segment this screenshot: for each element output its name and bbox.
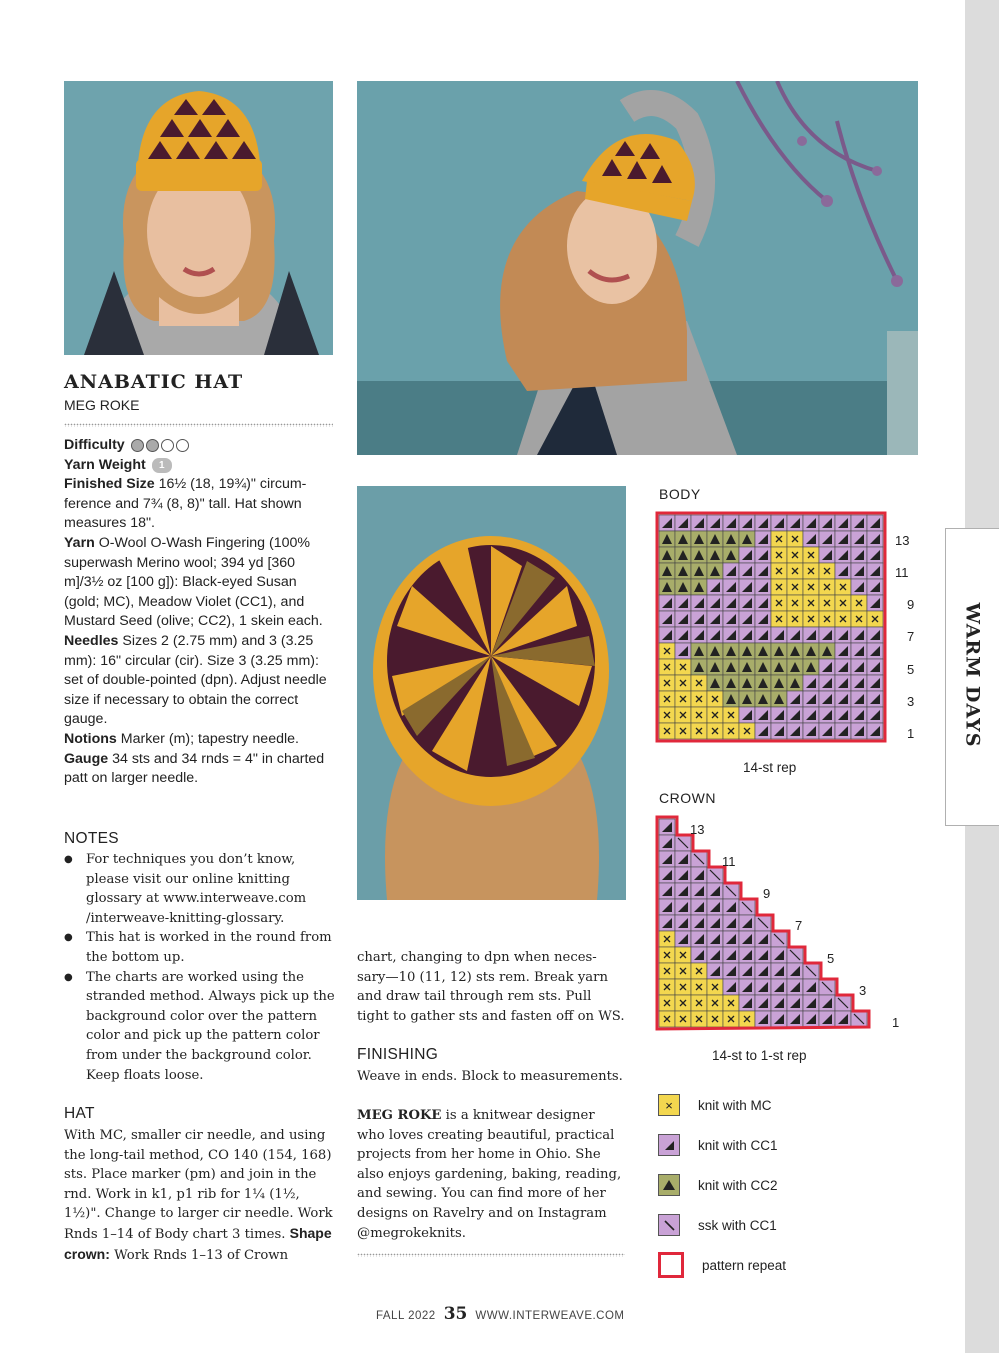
yarn-label: Yarn <box>64 534 95 551</box>
note-item: ● The charts are worked using the stranded method. Always pick up the background color over the pattern color and pick up the pattern color from under the background color. Keep floats loose. <box>64 968 336 1086</box>
finishing-heading: FINISHING <box>357 1046 439 1063</box>
hat-instructions <box>64 1126 334 1265</box>
hat-portrait-photo <box>64 81 333 355</box>
legend-item <box>658 1245 908 1285</box>
row-number: 11 <box>722 854 736 869</box>
yarn-weight-number: 1 <box>158 459 165 471</box>
difficulty-rating-icon <box>131 439 189 452</box>
bio-text: is a knitwear designer who loves creating beautiful, practical projects from her home in Ohio. She also enjoys gardening, baking, reading, and sewing. You can find more of her designs on Ravelry and on Instagram @megrokeknits. <box>357 1108 622 1241</box>
row-number: 11 <box>895 565 909 580</box>
legend-label: knit with CC1 <box>698 1137 778 1153</box>
legend-item <box>658 1085 908 1125</box>
row-number: 13 <box>690 822 705 837</box>
note-item: ● For techniques you don’t know, please visit our online knitting glossary at www.interweave.com /interweave-knitting-glossary. <box>64 850 336 928</box>
needles-label: Needles <box>64 632 119 649</box>
bio-name: MEG ROKE <box>357 1108 442 1123</box>
row-number: 5 <box>907 662 915 677</box>
legend-item <box>658 1125 908 1165</box>
difficulty-label: Difficulty <box>64 437 125 453</box>
row-number: 7 <box>907 629 915 644</box>
row-number: 9 <box>907 597 915 612</box>
row-number: 1 <box>892 1015 900 1030</box>
notions-spec <box>64 730 336 750</box>
yarn-spec <box>64 534 336 632</box>
legend-item <box>658 1205 908 1245</box>
shape-crown-text: Work Rnds 1–13 of Crown <box>114 1247 289 1263</box>
notes-list <box>64 850 336 1085</box>
body-chart-title: BODY <box>659 486 701 502</box>
half-triangle-icon <box>658 1134 680 1156</box>
page-number: 35 <box>443 1304 468 1324</box>
notions-text: Marker (m); tapestry needle. <box>120 730 299 747</box>
designer-bio <box>357 1106 625 1243</box>
gauge-label: Gauge <box>64 750 109 767</box>
specs-block <box>64 436 336 789</box>
row-number: 1 <box>907 726 915 741</box>
pattern-title: ANABATIC HAT <box>64 371 244 393</box>
notes-heading: NOTES <box>64 830 119 847</box>
row-number: 13 <box>895 533 910 548</box>
crown-row-numbers <box>690 820 910 1035</box>
gauge-spec <box>64 750 336 789</box>
chart-legend <box>658 1085 908 1285</box>
gauge-text: 34 sts and 34 rnds = 4" in charted patt on larger needle. <box>64 750 325 787</box>
finished-size-label: Finished Size <box>64 476 155 493</box>
title-divider <box>64 423 333 427</box>
crown-chart-caption: 14-st to 1-st rep <box>712 1048 807 1063</box>
legend-item <box>658 1165 908 1205</box>
hat-heading: HAT <box>64 1105 95 1122</box>
crown-chart-title: CROWN <box>659 790 716 806</box>
difficulty-row <box>64 436 336 456</box>
repeat-box-icon <box>658 1252 684 1278</box>
notions-label: Notions <box>64 730 117 747</box>
bio-divider <box>357 1253 625 1257</box>
body-row-numbers <box>895 530 925 750</box>
body-chart-caption: 14-st rep <box>743 760 797 775</box>
hat-text: With MC, smaller cir needle, and using the long-tail method, CO 140 (154, 168) sts. Place marker (pm) and join in the rnd. Work in k1, p1 rib for 1¼ (1½, 1½)". Change to larger cir needle. Work Rnds 1–14 of Body chart 3 times. <box>64 1128 333 1242</box>
designer-name: MEG ROKE <box>64 397 140 413</box>
site-url: WWW.INTERWEAVE.COM <box>475 1310 625 1322</box>
yarn-weight-label: Yarn Weight <box>64 456 146 473</box>
row-number: 7 <box>795 918 803 933</box>
note-item: ● This hat is worked in the round from the bottom up. <box>64 928 336 967</box>
yarn-weight-row <box>64 456 336 476</box>
body-chart <box>655 511 891 747</box>
row-number: 9 <box>763 886 771 901</box>
legend-label: knit with CC2 <box>698 1177 778 1193</box>
hat-crown-photo <box>357 486 626 900</box>
continued-instructions: chart, changing to dpn when neces-sary—10 (11, 12) sts rem. Break yarn and draw tail through rem sts. Pull tight to gather sts and fasten off on WS. <box>357 950 625 1024</box>
shape-crown-label: Shape crown: <box>64 1224 332 1262</box>
issue-label: FALL 2022 <box>376 1310 436 1322</box>
section-tab-label: WARM DAYS <box>961 602 984 748</box>
legend-label: knit with MC <box>698 1097 772 1113</box>
finishing-text: Weave in ends. Block to measurements. <box>357 1069 623 1084</box>
yarn-text: O-Wool O-Wash Fingering (100% superwash Merino wool; 394 yd [360 m]/3½ oz [100 g]): Black-eyed Susan (gold; MC), Meadow Violet (CC1), and Mustard Seed (olive; CC2), 1 skein each. <box>64 534 323 630</box>
row-number: 3 <box>907 694 915 709</box>
row-number: 3 <box>859 983 867 998</box>
yarn-weight-badge-icon <box>152 458 172 473</box>
needles-spec <box>64 632 336 730</box>
legend-label: ssk with CC1 <box>698 1217 777 1233</box>
legend-label: pattern repeat <box>702 1257 787 1273</box>
slash-icon <box>658 1214 680 1236</box>
row-number: 5 <box>827 951 835 966</box>
finished-size <box>64 475 336 534</box>
needles-text: Sizes 2 (2.75 mm) and 3 (3.25 mm): 16" circular (cir). Size 3 (3.25 mm): set of double-pointed (dpn). Adjust needle size if necessary to obtain the correct gauge. <box>64 632 327 728</box>
finished-size-text: 16½ (18, 19¾)" circum-ference and 7¾ (8, 8)" tall. Hat shown measures 18". <box>64 476 307 532</box>
page-footer <box>376 1304 625 1324</box>
triangle-icon <box>658 1174 680 1196</box>
x-icon: × <box>658 1094 680 1116</box>
hat-lifestyle-photo <box>357 81 918 455</box>
